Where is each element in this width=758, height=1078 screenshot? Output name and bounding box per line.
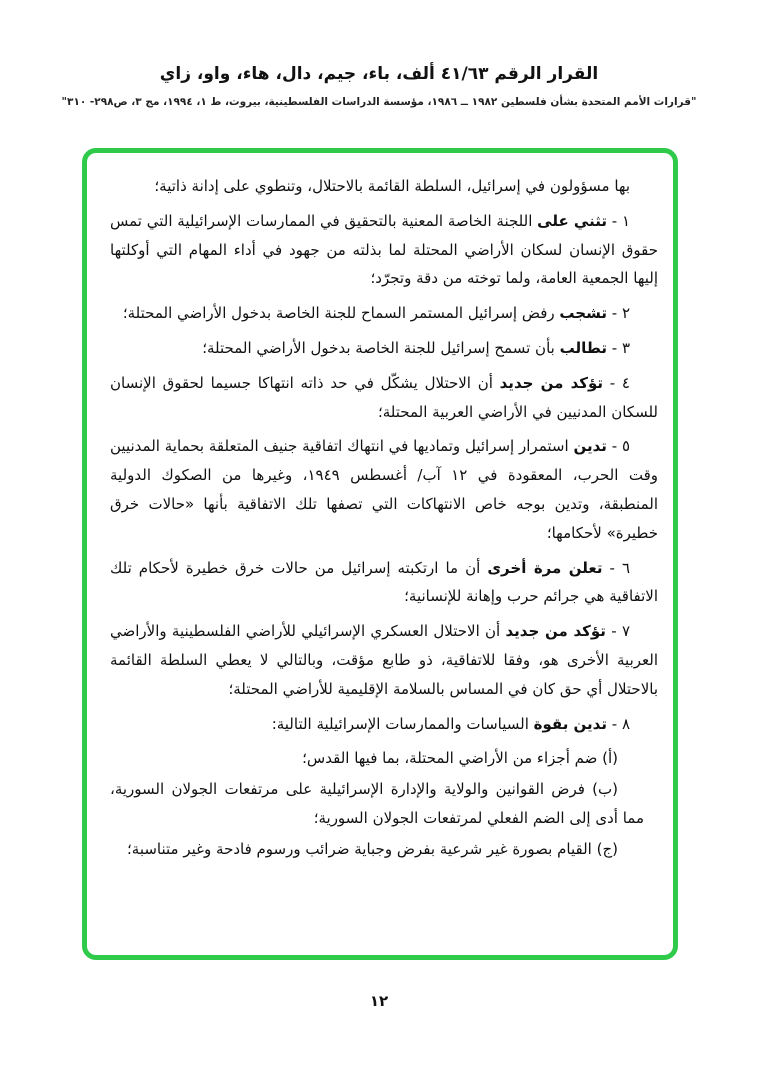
paragraph-text: (ب) فرض القوانين والولاية والإدارة الإسرائيلية على مرتفعات الجولان السورية، مما أدى إلى الضم الفعلي لمرتفعات الجولان السورية؛ (110, 780, 644, 827)
paragraph-text: ٧ - (605, 622, 630, 641)
paragraph-lead-bold: تدين (573, 437, 607, 456)
paragraph (110, 835, 658, 864)
paragraph-text: ٨ - (606, 714, 630, 733)
paragraph-text: ٣ - (606, 338, 630, 357)
paragraph (110, 775, 658, 833)
paragraph (110, 299, 658, 328)
paragraph-text: (ج) القيام بصورة غير شرعية بفرض وجباية ضرائب ورسوم فادحة وغير متناسبة؛ (127, 839, 618, 858)
paragraph-lead-bold: تثني على (537, 211, 607, 230)
paragraph-text: (أ) ضم أجزاء من الأراضي المحتلة، بما فيها القدس؛ (302, 749, 618, 768)
paragraph (110, 334, 658, 363)
page-number: ١٢ (369, 992, 389, 1010)
paragraph-text: ٢ - (606, 304, 630, 323)
paragraph-text: بأن تسمح إسرائيل للجنة الخاصة بدخول الأراضي المحتلة؛ (202, 338, 560, 357)
paragraph-lead-bold: تؤكد من جديد (499, 373, 604, 392)
document-body (110, 172, 658, 866)
paragraph-text: استمرار إسرائيل وتماديها في انتهاك اتفاقية جنيف المتعلقة بحماية المدنيين وقت الحرب، المعقودة في ١٢ آب/ أغسطس ١٩٤٩، وغيرها من الصكوك الدولية المنطبقة، وتدين بوجه خاص الانتهاكات التي تصفها تلك الاتفاقية بأنها «حالات خرق خطيرة» لأحكامها؛ (110, 437, 658, 542)
paragraph (110, 207, 658, 293)
paragraph-text: ١ - (606, 211, 631, 230)
paragraph (110, 554, 658, 612)
paragraph-lead-bold: تطالب (559, 338, 607, 357)
paragraph (110, 710, 658, 739)
paragraph-text: رفض إسرائيل المستمر السماح للجنة الخاصة بدخول الأراضي المحتلة؛ (122, 304, 560, 323)
paragraph (110, 432, 658, 547)
document-header (0, 64, 758, 108)
paragraph-text: ٤ - (603, 373, 630, 392)
paragraph-text: أن الاحتلال العسكري الإسرائيلي للأراضي الفلسطينية والأراضي العربية الأخرى هو، وفقا للاتفاقية، ذو طابع مؤقت، وبالتالي لا يعطي السلطة القائمة بالاحتلال أي حق كان في المساس بالسلامة الإقليمية للأراضي المحتلة؛ (110, 622, 658, 698)
paragraph-text: السياسات والممارسات الإسرائيلية التالية: (271, 714, 534, 733)
paragraph-text: ٥ - (606, 437, 631, 456)
paragraph-lead-bold: تؤكد من جديد (505, 622, 606, 641)
paragraph (110, 744, 658, 773)
paragraph-text: بها مسؤولون في إسرائيل، السلطة القائمة بالاحتلال، وتنطوي على إدانة ذاتية؛ (154, 177, 630, 195)
paragraph-text: أن الاحتلال يشكّل في حد ذاته انتهاكا جسيما لحقوق الإنسان للسكان المدنيين في الأراضي العربية المحتلة؛ (110, 373, 658, 421)
paragraph-lead-bold: تدين بقوة (533, 714, 607, 733)
paragraph-text: اللجنة الخاصة المعنية بالتحقيق في الممارسات الإسرائيلية التي تمس حقوق الإنسان لسكان الأراضي المحتلة لما بذلته من جهود في أداء المهام التي أوكلتها إليها الجمعية العامة، ولما توخته من دقة وتجرّد؛ (110, 211, 658, 288)
source-line: "قرارات الأمم المتحدة بشأن فلسطين ١٩٨٢ ــ ١٩٨٦، مؤسسة الدراسات الفلسطينية، بيروت، ط ١، ١٩٩٤، مج ٣، ص٢٩٨- ٣١٠" (61, 96, 697, 108)
paragraph (110, 617, 658, 703)
paragraph (110, 369, 658, 427)
paragraph-text: أن ما ارتكبته إسرائيل من حالات خرق خطيرة لأحكام تلك الاتفاقية هي جرائم حرب وإهانة للإنسانية؛ (110, 558, 658, 606)
paragraph-lead-bold: تشجب (559, 304, 607, 323)
page-title: القرار الرقم ٤١/٦٣ ألف، باء، جيم، دال، هاء، واو، زاي (159, 64, 599, 84)
paragraph-lead-bold: تعلن مرة أخرى (487, 558, 603, 577)
paragraph (110, 172, 658, 201)
paragraph-text: ٦ - (602, 558, 630, 577)
